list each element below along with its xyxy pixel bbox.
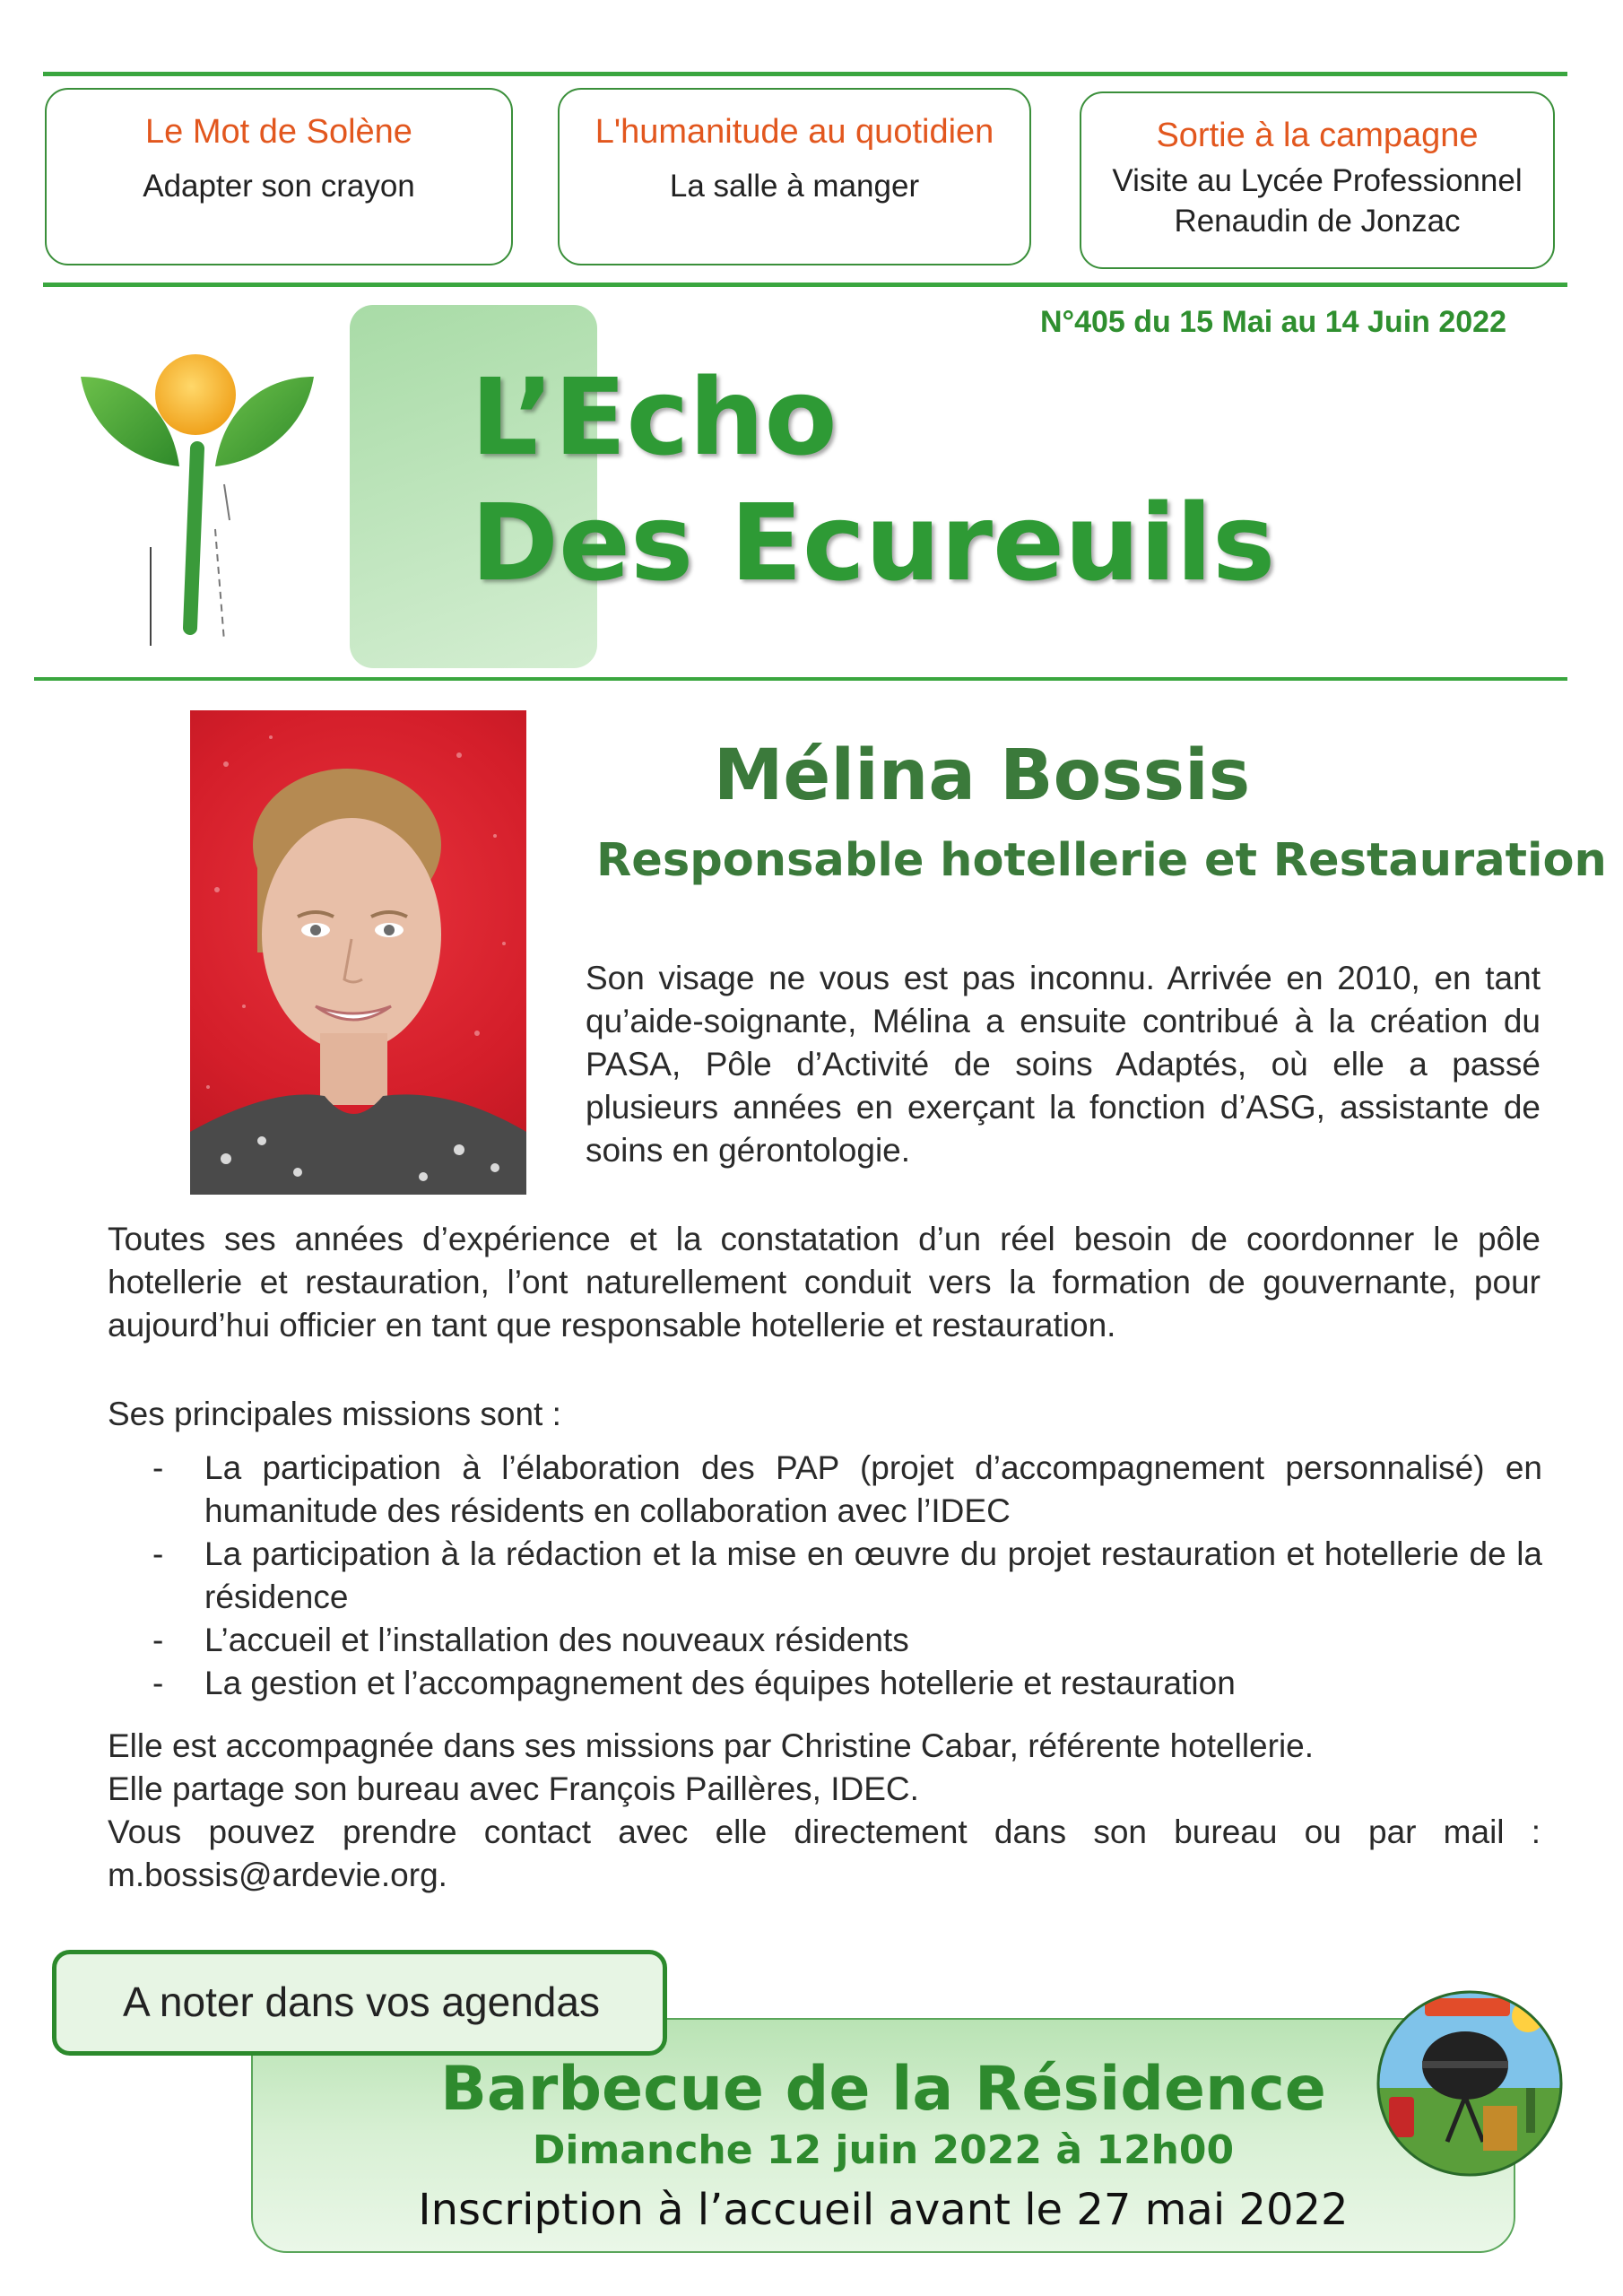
masthead-divider bbox=[34, 677, 1567, 681]
newsletter-title bbox=[471, 354, 1275, 605]
top-rule bbox=[43, 72, 1567, 76]
header-box-humanitude[interactable] bbox=[558, 88, 1031, 265]
agenda-tab bbox=[52, 1950, 667, 2056]
profile-role: Responsable hotellerie et Restauration bbox=[596, 834, 1607, 887]
list-item bbox=[143, 1533, 1542, 1619]
mission-text: La gestion et l’accompagnement des équipes hotellerie et restauration bbox=[204, 1665, 1236, 1701]
experience-paragraph: Toutes ses années d’expérience et la constatation d’un réel besoin de coordonner le pôle hotellerie et restauration, l’ont naturellement conduit vers la formation de gouvernante, pour aujourd’hui officier en tant que responsable hotellerie et restauration. bbox=[108, 1221, 1541, 1344]
residence-logo-icon bbox=[72, 341, 323, 646]
profile-name: Mélina Bossis bbox=[713, 735, 1251, 816]
header-box-subtitle: Adapter son crayon bbox=[143, 169, 415, 204]
list-bullet: - bbox=[152, 1665, 164, 1701]
list-bullet: - bbox=[152, 1535, 164, 1572]
list-bullet: - bbox=[152, 1622, 164, 1658]
header-box-subtitle-line1: Visite au Lycée Professionnel bbox=[1112, 163, 1523, 198]
header-box-sortie[interactable] bbox=[1080, 91, 1555, 269]
list-bullet: - bbox=[152, 1449, 164, 1486]
header-box-title: Sortie à la campagne bbox=[1156, 117, 1479, 154]
header-box-title: Le Mot de Solène bbox=[145, 113, 412, 151]
header-box-mot-solene[interactable] bbox=[45, 88, 513, 265]
contact-line: Vous pouvez prendre contact avec elle directement dans son bureau ou par mail : m.bossis@ardevie.org. bbox=[108, 1813, 1541, 1893]
header-divider bbox=[43, 283, 1567, 287]
missions-intro: Ses principales missions sont : bbox=[108, 1396, 561, 1432]
event-date: Dimanche 12 juin 2022 à 12h00 bbox=[532, 2127, 1235, 2173]
header-box-subtitle: La salle à manger bbox=[669, 169, 920, 204]
missions-list bbox=[143, 1447, 1542, 1705]
closing-line: Elle est accompagnée dans ses missions par Christine Cabar, référente hotellerie. bbox=[108, 1727, 1315, 1764]
list-item bbox=[143, 1619, 1542, 1662]
agenda-tab-label: A noter dans vos agendas bbox=[123, 1979, 600, 2025]
issue-number: N°405 du 15 Mai au 14 Juin 2022 bbox=[1039, 305, 1506, 339]
list-item bbox=[143, 1662, 1542, 1705]
title-line1: L’Echo bbox=[471, 355, 838, 479]
title-line2: Des Ecureuils bbox=[471, 481, 1276, 604]
closing-paragraph bbox=[108, 1725, 1541, 1897]
barbecue-icon bbox=[1376, 1989, 1564, 2178]
mission-text: La participation à la rédaction et la mise en œuvre du projet restauration et hotellerie de la résidence bbox=[204, 1535, 1542, 1615]
intro-paragraph: Son visage ne vous est pas inconnu. Arrivée en 2010, en tant qu’aide-soignante, Mélina a ensuite contribué à la création du PASA, Pôle d’Activité de soins Adaptés, où elle a passé plusieurs années en exerçant la fonction d’ASG, assistante de soins en gérontologie. bbox=[586, 960, 1541, 1169]
header-box-title: L'humanitude au quotidien bbox=[595, 113, 994, 151]
mission-text: La participation à l’élaboration des PAP (projet d’accompagnement personnalisé) en humanitude des résidents en collaboration avec l’IDEC bbox=[204, 1449, 1542, 1529]
mission-text: L’accueil et l’installation des nouveaux résidents bbox=[204, 1622, 909, 1658]
event-title: Barbecue de la Résidence bbox=[440, 2054, 1326, 2125]
closing-line: Elle partage son bureau avec François Paillères, IDEC. bbox=[108, 1770, 919, 1807]
header-box-subtitle-line2: Renaudin de Jonzac bbox=[1174, 204, 1461, 239]
list-item bbox=[143, 1447, 1542, 1533]
event-registration: Inscription à l’accueil avant le 27 mai 2022 bbox=[418, 2185, 1349, 2235]
